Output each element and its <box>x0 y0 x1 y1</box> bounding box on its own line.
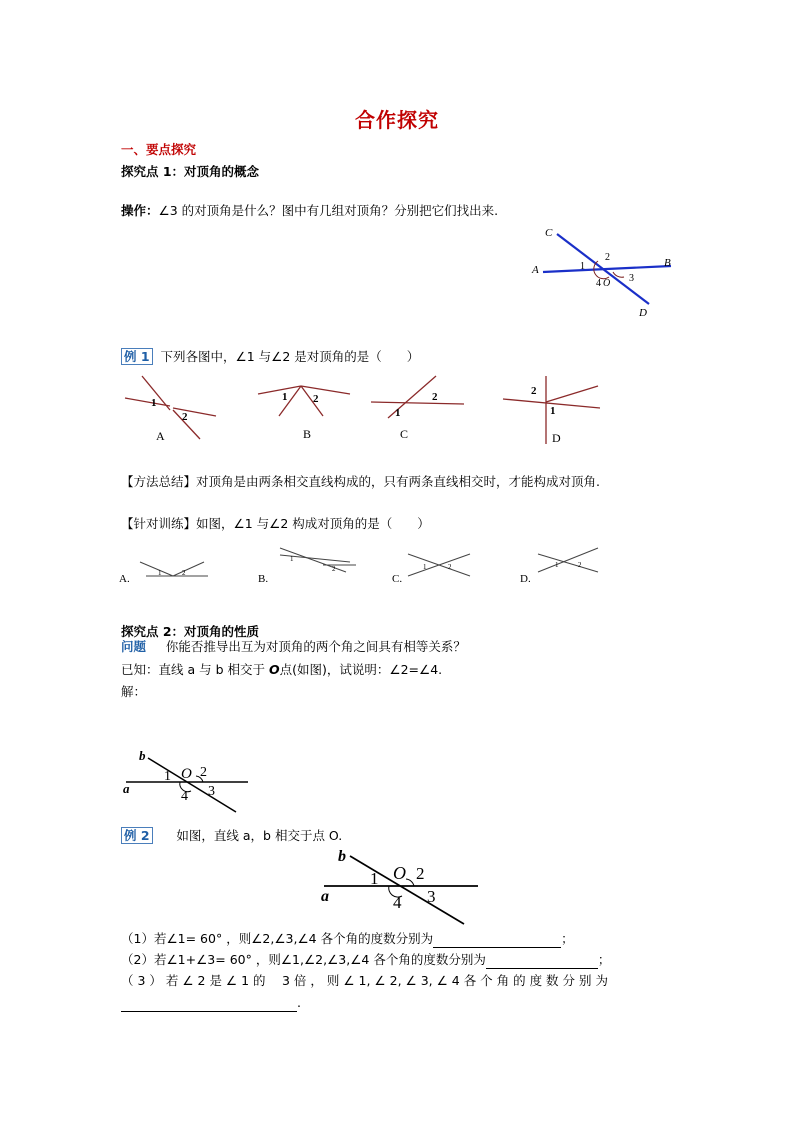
label-2: 2 <box>605 252 610 263</box>
known-point-o: O <box>268 662 280 677</box>
d-label-2: 2 <box>531 385 537 397</box>
fig2-label-3: 3 <box>208 784 215 799</box>
q2-text: （2）若∠1+∠3= 60° ，则∠1,∠2,∠3,∠4 各个角的度数分别为 <box>121 952 486 967</box>
training-d-figure <box>520 548 598 585</box>
fig2-label-2: 2 <box>200 765 207 780</box>
ex2-label-4: 4 <box>393 893 402 912</box>
label-4: 4 <box>596 278 601 289</box>
line-cd <box>557 234 649 304</box>
label-a: A <box>532 264 539 276</box>
ex2-label-a: a <box>321 888 329 905</box>
question-line <box>121 638 466 656</box>
example-2-q1 <box>121 930 574 948</box>
example-1-tag: 例 1 <box>121 348 153 365</box>
method-summary: 【方法总结】对顶角是由两条相交直线构成的，只有两条直线相交时，才能构成对顶角. <box>121 474 600 489</box>
a-label-1: 1 <box>151 397 157 409</box>
solution-label: 解： <box>121 684 147 699</box>
example-2-text: 如图，直线 a，b 相交于点 O. <box>176 828 343 843</box>
ta-label-2: 2 <box>182 569 186 577</box>
option-b-figure <box>258 386 350 441</box>
training-a-label: A. <box>119 573 130 585</box>
question-tag: 问题 <box>121 639 147 654</box>
ex2-label-b: b <box>338 848 346 865</box>
label-b: B <box>664 257 671 269</box>
label-d: D <box>639 307 647 319</box>
figure-1-intersecting-lines <box>525 222 685 322</box>
option-b-label: B <box>303 427 312 441</box>
example-2-line <box>121 827 342 845</box>
page-title: 合作探究 <box>355 108 439 132</box>
d-label-1: 1 <box>550 405 556 417</box>
operation-label: 操作： <box>121 203 159 218</box>
example-1-figures <box>118 372 638 448</box>
example-2-tag: 例 2 <box>121 827 153 844</box>
training-d-label: D. <box>520 573 531 585</box>
q2-answer-blank[interactable] <box>486 954 598 969</box>
option-c-figure <box>371 376 464 441</box>
figure-2-lines-a-b <box>118 746 252 816</box>
question-text: 你能否推导出互为对顶角的两个角之间具有相等关系？ <box>165 639 466 654</box>
option-d-label: D <box>552 431 561 445</box>
example-2-q3: （ 3 ） 若 ∠ 2 是 ∠ 1 的 3 倍 ， 则 ∠ 1, ∠ 2, ∠ 3, ∠ 4 各 个 角 的 度 数 分 别 为 <box>121 973 608 988</box>
tb-label-2: 2 <box>332 565 336 573</box>
training-a-figure <box>119 562 208 585</box>
tb-label-1: 1 <box>290 555 294 563</box>
fig2-label-o: O <box>181 766 192 782</box>
line-b <box>148 758 236 812</box>
fig2-label-1: 1 <box>164 769 171 784</box>
point1-heading: 探究点 1：对顶角的概念 <box>121 164 260 179</box>
label-c: C <box>545 227 553 239</box>
c-label-2: 2 <box>432 391 438 403</box>
tc-label-2: 2 <box>448 563 452 571</box>
q3-end: . <box>297 995 301 1010</box>
training-b-label: B. <box>258 573 269 585</box>
ex2-label-3: 3 <box>427 887 436 906</box>
label-3: 3 <box>629 273 634 284</box>
training-question: 【针对训练】如图，∠1 与∠2 构成对顶角的是（ ） <box>121 516 430 531</box>
tc-label-1: 1 <box>423 563 427 571</box>
c-label-1: 1 <box>395 407 401 419</box>
known-pre: 已知：直线 a 与 b 相交于 <box>121 662 269 677</box>
angle-arc-3 <box>613 272 624 277</box>
option-a-figure <box>125 376 216 443</box>
example-1-line <box>121 348 419 366</box>
example-2-figure <box>318 842 482 928</box>
label-o: O <box>603 278 611 289</box>
b-label-1: 1 <box>282 391 288 403</box>
q1-answer-blank[interactable] <box>433 933 561 948</box>
known-post: 点(如图)，试说明：∠2=∠4. <box>279 662 443 677</box>
q1-end: ； <box>561 931 574 946</box>
a-label-2: 2 <box>182 411 188 423</box>
ex2-label-2: 2 <box>416 864 425 883</box>
ta-label-1: 1 <box>158 569 162 577</box>
operation-line <box>121 202 498 220</box>
training-b-figure <box>258 548 356 585</box>
option-d-figure <box>503 376 600 445</box>
option-c-label: C <box>400 427 409 441</box>
fig2-label-a: a <box>123 781 130 796</box>
ex2-label-o: O <box>393 863 406 883</box>
point2-heading: 探究点 2：对顶角的性质 <box>121 624 260 639</box>
fig2-label-4: 4 <box>181 789 188 804</box>
td-label-2: 2 <box>578 561 582 569</box>
q2-end: ； <box>597 952 611 967</box>
training-figures <box>118 542 618 586</box>
operation-text: ∠3 的对顶角是什么？图中有几组对顶角？分别把它们找出来. <box>158 203 499 218</box>
example-2-q2 <box>121 951 610 969</box>
training-c-figure <box>392 554 470 585</box>
section-heading: 一、要点探究 <box>121 142 197 157</box>
td-label-1: 1 <box>555 561 559 569</box>
q1-text: （1）若∠1= 60° ，则∠2,∠3,∠4 各个角的度数分别为 <box>121 931 434 946</box>
known-line <box>121 661 442 679</box>
fig2-label-b: b <box>139 748 146 763</box>
example-2-q3-answer <box>121 994 301 1012</box>
label-1: 1 <box>580 261 585 272</box>
option-a-label: A <box>156 429 165 443</box>
ex2-label-1: 1 <box>370 869 379 888</box>
training-c-label: C. <box>392 573 403 585</box>
q3-answer-blank[interactable] <box>121 997 297 1012</box>
example-1-text: 下列各图中，∠1 与∠2 是对顶角的是（ ） <box>160 349 420 364</box>
b-label-2: 2 <box>313 393 319 405</box>
